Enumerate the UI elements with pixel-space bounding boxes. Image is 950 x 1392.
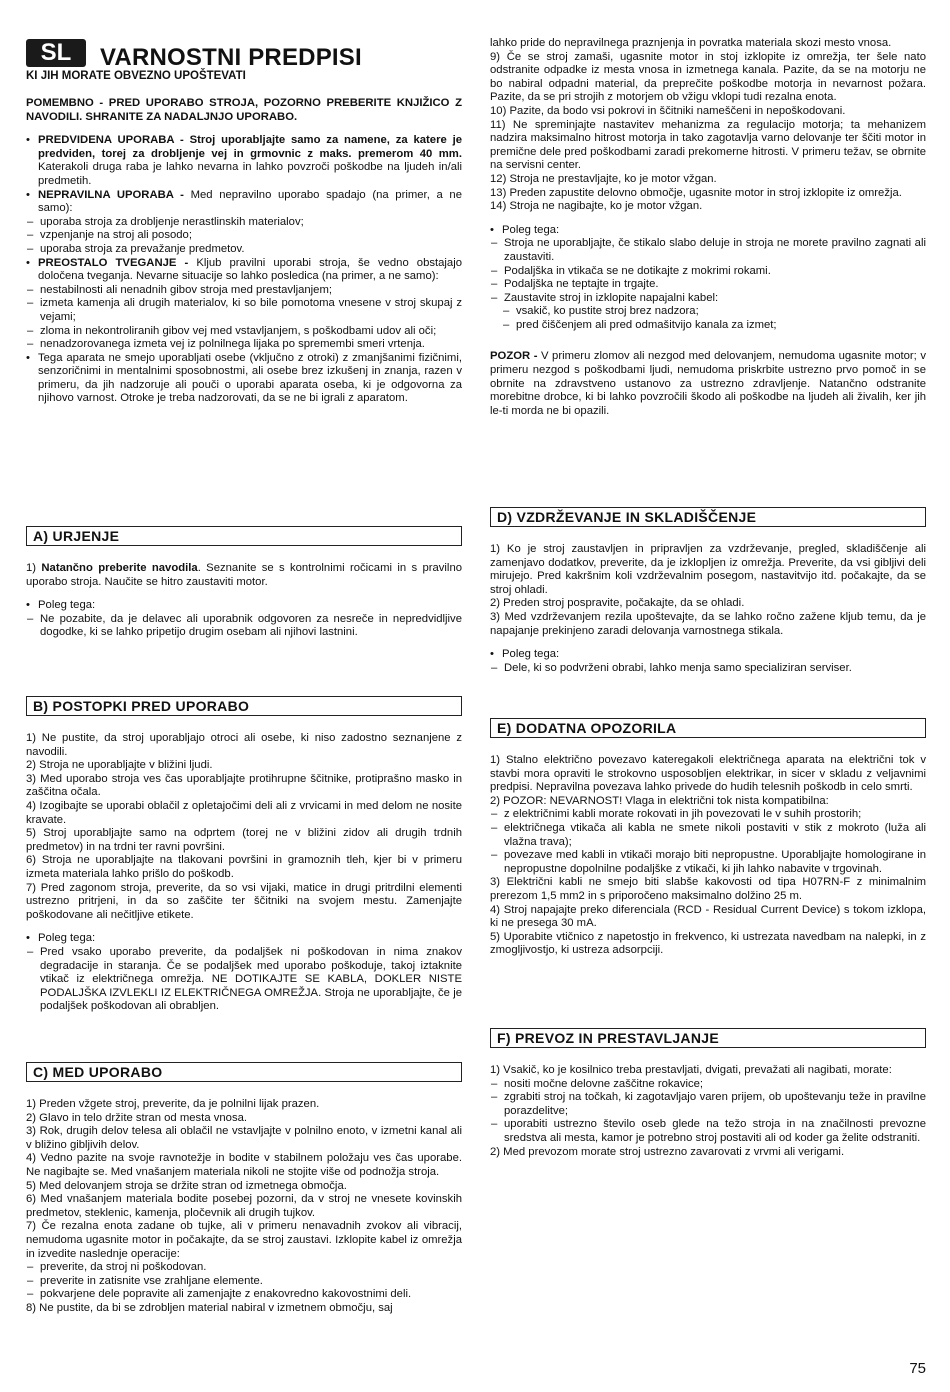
list-item: 3) Električni kabli ne smejo biti slabše kakovosti od tipa H07RN-F z minimalnim prerezom 1,5 mm2 in s priporočeno maksimalno dolžino 25 m. xyxy=(490,876,926,902)
page-title: VARNOSTNI PREDPISI xyxy=(100,44,362,71)
list-item: 4) Vedno pazite na svoje ravnotežje in bodite v stabilnem položaju ves čas uporabe. Ne nagibajte se. Med vnašanjem materiala nikoli ne stojite više od podnožja stroja. xyxy=(26,1152,462,1178)
section-additional-warnings xyxy=(490,718,926,958)
list-item: – Ne pozabite, da je delavec ali uporabnik odgovoren za nesreče in nepredvidljive dogodke, ki se lahko pripetijo drugim osebam ali njihovi lastnini. xyxy=(26,613,462,640)
list-item: 6) Stroja ne uporabljajte na tlakovani površini in gramoznih tleh, kjer bi v primeru izmeta materiala lahko prišlo do poškodb. xyxy=(26,854,462,880)
list-item: 5) Med delovanjem stroja se držite stran od izmetnega območja. xyxy=(26,1179,347,1192)
list-item: 4) Izogibajte se uporabi oblačil z opletajočimi deli ali z vrvicami in med delom ne nosite kravate. xyxy=(26,799,462,826)
list-item: 2) Med prevozom morate stroj ustrezno zavarovati z vrvmi ali verigami. xyxy=(490,1145,845,1158)
residual-risk-text: Kljub pravilni uporabi stroja, še vedno obstajajo določena tveganja. Nevarne situacije so lahko posledica (na primer, a ne samo): xyxy=(38,256,463,283)
list-item: 2) Glavo in telo držite stran od mesta vnosa. xyxy=(26,1111,248,1124)
page-subtitle: KI JIH MORATE OBVEZNO UPOŠTEVATI xyxy=(26,70,246,82)
section-header: C) MED UPORABO xyxy=(26,1062,462,1082)
list-item: 7) Pred zagonom stroja, preverite, da so vsi vijaki, matice in drugi pritrdilni elementi ustrezno pritrjeni, in da so zaščite ter ščitniki na svojem mestu. Zamenjajte poškodovane ali nečitljive etikete. xyxy=(26,881,462,921)
list-item: 13) Preden zapustite delovno območje, ugasnite motor in stroj izklopite iz omrežja. xyxy=(490,186,902,199)
list-item: – pokvarjene dele popravite ali zamenjajte z enakovredno kakovostnimi deli. xyxy=(26,1288,462,1302)
section-header: B) POSTOPKI PRED UPORABO xyxy=(26,696,462,716)
list-item: 5) Uporabite vtičnico z napetostjo in frekvenco, ki ustrezata navedbam na nalepki, in z zmogljivostjo, ki ustreza adsorpciji. xyxy=(490,930,926,957)
section-maintenance xyxy=(490,507,926,675)
list-item: – povezave med kabli in vtikači morajo biti nepropustne. Uporabljajte homologirane in nepropustne dopolnilne podaljške z vtikači, ki jih lahko nabavite v trgovinah. xyxy=(490,849,926,876)
list-item: – Podaljška ne teptajte in trgajte. xyxy=(490,278,926,292)
list-item: 6) Med vnašanjem materiala bodite posebej pozorni, da v stroj ne vnesete kovinskih predmetov, steklenic, kamenja, pločevnik ali drugih tujkov. xyxy=(26,1193,462,1219)
section-during-use xyxy=(26,1062,462,1316)
language-badge: SL xyxy=(26,39,86,67)
section-header: F) PREVOZ IN PRESTAVLJANJE xyxy=(490,1028,926,1048)
misuse-item xyxy=(26,189,462,216)
list-item xyxy=(26,562,462,589)
intended-use-item xyxy=(26,134,462,188)
also-label: • Poleg tega: xyxy=(490,224,926,238)
list-item: – Podaljška in vtikača se ne dotikajte z mokrimi rokami. xyxy=(490,265,926,279)
list-item: lahko pride do nepravilnega praznjenja in povratka materiala skozi mesto vnosa. xyxy=(490,37,892,49)
list-item: – preverite, da stroj ni poškodovan. xyxy=(26,1261,462,1275)
list-item: 1) Ne pustite, da stroj uporabljajo otroci ali osebe, ki niso zadostno seznanjene z navodili. xyxy=(26,732,462,758)
misuse-label: NEPRAVILNA UPORABA - xyxy=(38,188,184,201)
caution-text: V primeru zlomov ali nezgod med delovanjem, nemudoma ugasnite motor; v primeru nezgod s poškodbami ljudi, nemudoma priskrbite ustrezno prvo pomoč in se obrnite na zdravstveno ustanovo za ustrezno zdravljenje. Natančno odstranite morebitne drobce, ki bi lahko povzročili škodo ali poškodbe na ljudeh ali živalih, ker jih le-ti morda ne bi opazili. xyxy=(490,350,926,417)
list-item: 2) POZOR: NEVARNOST! Vlaga in električni tok nista kompatibilna: xyxy=(490,794,829,807)
item-number: 1) xyxy=(26,562,37,574)
list-item: 1) Vsakič, ko je kosilnico treba prestavljati, dvigati, prevažati ali nagibati, morate: xyxy=(490,1064,892,1076)
section-training xyxy=(26,526,462,640)
misuse-text: Med nepravilno uporabo spadajo (na primer, a ne samo): xyxy=(38,188,462,215)
list-item: 1) Ko je stroj zaustavljen in pripravljen za vzdrževanje, pregled, skladiščenje ali zamenjavo dodatkov, preverite, da je izklopljen iz omrežja. Preverite, da vsi gibljivi deli mirujejo. Pred kakršnim koli vzdrževalnim posegom, nastavitvijo itd. počakajte, da se stroj ohladi. xyxy=(490,543,926,596)
list-item: – električnega vtikača ali kabla ne smete nikoli postaviti v stik z mokroto (luža ali vlažna trava); xyxy=(490,822,926,849)
list-item: – uporabiti ustrezno število oseb glede na težo stroja in na značilnosti prevozne sredstva ali mesta, kamor je potrebno stroj postaviti ali od koder ga želite odstraniti. xyxy=(490,1118,926,1145)
section-before-use xyxy=(26,696,462,1014)
list-item: – uporaba stroja za prevažanje predmetov. xyxy=(26,243,462,257)
section-header: A) URJENJE xyxy=(26,526,462,546)
list-item: 1) Stalno električno povezavo kateregakoli električnega aparata na električni tok v stavbi mora opraviti le strokovno usposobljen elektrikar, in sicer v skladu z veljavnimi predpisi. Nepravilna povezava lahko privede do hudih telesnih poškodb in celo smrti. xyxy=(490,754,926,794)
list-item: – zloma in nekontroliranih gibov vej med vstavljanjem, s poškodbami udov ali oči; xyxy=(26,325,462,339)
page-number: 75 xyxy=(909,1360,926,1377)
intended-use-bold-text: Stroj uporabljajte samo za namene, za katere je predviden, torej za drobljenje vej in grmovnic z maks. premerom 40 mm. xyxy=(38,134,462,160)
section-transport xyxy=(490,1028,926,1159)
list-item: – Stroja ne uporabljajte, če stikalo slabo deluje in stroja ne morete pravilno zagnati ali zaustaviti. xyxy=(490,237,926,264)
list-item: – nestabilnosti ali nenadnih gibov stroja med prestavljanjem; xyxy=(26,284,462,298)
list-item: 3) Rok, drugih delov telesa ali oblačil ne vstavljajte v polnilno enoto, v izmetni kanal ali v bližino gibljivih delov. xyxy=(26,1125,462,1151)
list-item: – pred čiščenjem ali pred odmašitvijo kanala za izmet; xyxy=(490,319,926,333)
list-item: – vsakič, ko pustite stroj brez nadzora; xyxy=(490,305,926,319)
read-instructions-bold: Natančno preberite navodila xyxy=(41,562,198,574)
list-item: 9) Če se stroj zamaši, ugasnite motor in stoj izklopite iz omrežja, ter šele nato odstranite odpadke iz mesta vnosa in izmetnega kanala. Pazite, da se na motorju ne bo nabiral odpadni material, da preprečite poškodbe motorja in nevarnost požara. Pazite, da se pri strojih z motorjem ob vžigu vklopi tudi rezalna enota. xyxy=(490,50,926,104)
also-label: • Poleg tega: xyxy=(490,648,926,662)
intended-use-text: Katerakoli druga raba je lahko nevarna in lahko povzroči poškodbe na ljudeh in/ali predmetih. xyxy=(38,161,462,187)
list-item: 5) Stroj uporabljajte samo na odprtem (torej ne v bližini zidov ali drugih trdnih predmetov) in na trdni ter ravni površini. xyxy=(26,827,462,853)
left-column xyxy=(26,97,462,406)
list-item: – preverite in zatisnite vse zrahljane elemente. xyxy=(26,1275,462,1289)
list-item: 12) Stroja ne prestavljajte, ko je motor vžgan. xyxy=(490,172,717,185)
also-label: • Poleg tega: xyxy=(26,932,462,946)
list-item: 3) Med vzdrževanjem rezila upoštevajte, da se lahko ročno zažene kljub temu, da je napajanje prekinjeno zaradi delovanja varnostnega stikala. xyxy=(490,610,926,637)
list-item: – zgrabiti stroj na točkah, ki zagotavljajo varen prijem, ob upoštevanju teže in pravilne porazdelitve; xyxy=(490,1091,926,1118)
section-header: E) DODATNA OPOZORILA xyxy=(490,718,926,738)
caution-paragraph xyxy=(490,350,926,418)
list-item: – uporaba stroja za drobljenje nerastlinskih materialov; xyxy=(26,216,462,230)
list-item: 7) Če rezalna enota zadane ob tujke, ali v primeru nenavadnih zvokov ali vibracij, nemudoma ugasnite motor in počakajte, da se stroj zaustavi. Izklopite kabel iz omrežja in izvedite naslednje operacije: xyxy=(26,1220,462,1260)
list-item: 2) Preden stroj pospravite, počakajte, da se ohladi. xyxy=(490,597,745,610)
list-item: 11) Ne spreminjajte nastavitev mehanizma za regulacijo motorja; ta mehanizem nadzira maksimalno hitrost motorja in tako zagotavlja varno delovanje ter ščiti motor in premične dele pred poškodbami zaradi prekomerne hitrosti. V primeru težav, se obrnite na servisni center. xyxy=(490,118,926,172)
list-item: – nenadzorovanega izmeta vej iz polnilnega lijaka po spremembi smeri vrtenja. xyxy=(26,338,462,352)
list-item: 8) Ne pustite, da bi se zdrobljen material nabiral v izmetnem območju, saj xyxy=(26,1301,393,1314)
residual-risk-label: PREOSTALO TVEGANJE - xyxy=(38,256,189,269)
item-text: . Seznanite se s kontrolnimi ročicami in s pravilno uporabo stroja. Naučite se hitro zaustaviti motor. xyxy=(26,562,463,588)
list-item: – izmeta kamenja ali drugih materialov, ki so bile pomotoma vnesene v stroj skupaj z vejami; xyxy=(26,297,462,324)
important-notice: POMEMBNO - PRED UPORABO STROJA, POZORNO PREBERITE KNJIŽICO Z NAVODILI. SHRANITE ZA NADALJNJO UPORABO. xyxy=(26,97,462,123)
list-item: – Zaustavite stroj in izklopite napajalni kabel: xyxy=(490,292,926,306)
list-item: 3) Med uporabo stroja ves čas uporabljajte protihrupne ščitnike, protiprašno masko in zaščitna očala. xyxy=(26,772,462,799)
also-label: • Poleg tega: xyxy=(26,599,462,613)
list-item: 4) Stroj napajajte preko diferenciala (RCD - Residual Current Device) s tokom izklopa, ki ne presega 30 mA. xyxy=(490,903,926,930)
caution-label: POZOR - xyxy=(490,350,538,363)
list-item: – vzpenjanje na stroj ali posodo; xyxy=(26,229,462,243)
section-header: D) VZDRŽEVANJE IN SKLADIŠČENJE xyxy=(490,507,926,527)
residual-risk-item xyxy=(26,257,462,284)
list-item: – z električnimi kabli morate rokovati in jih povezovati le v suhih prostorih; xyxy=(490,808,926,822)
list-item: 2) Stroja ne uporabljajte v bližini ljudi. xyxy=(26,759,213,772)
list-item: 14) Stroja ne nagibajte, ko je motor vžgan. xyxy=(490,200,703,213)
persons-restriction-item: • Tega aparata ne smejo uporabljati osebe (vključno z otroki) z zmanjšanimi fizičnimi, senzoričnimi in mentalnimi sposobnostmi, ali osebe brez izkušenj in znanja, razen v primeru, da jih nadzoruje ali pouči o uporabi aparata oseba, ki je odgovorna za njihovo varnost. Otroke je treba nadzorovati, da se ne bi igrali z aparatom. xyxy=(26,352,462,406)
list-item: 1) Preden vžgete stroj, preverite, da je polnilni lijak prazen. xyxy=(26,1098,320,1110)
list-item: – Dele, ki so podvrženi obrabi, lahko menja samo specializiran serviser. xyxy=(490,662,926,676)
intended-use-label: PREDVIDENA UPORABA - xyxy=(38,134,184,147)
right-column xyxy=(490,37,926,418)
list-item: – nositi močne delovne zaščitne rokavice; xyxy=(490,1078,926,1092)
list-item: 10) Pazite, da bodo vsi pokrovi in ščitniki nameščeni in nepoškodovani. xyxy=(490,104,846,117)
list-item: – Pred vsako uporabo preverite, da podaljšek ni poškodovan in nima znakov degradacije in staranja. Če se podaljšek med uporabo poškoduje, takoj iztaknite vtikač iz električnega omrežja. NE DOTIKAJTE SE KABLA, DOKLER NISTE PODALJŠKA IZVLEKLI IZ ELEKTRIČNEGA OMREŽJA. Stroja ne uporabljajte, če je podaljšek poškodovan ali obrabljen. xyxy=(26,946,462,1014)
